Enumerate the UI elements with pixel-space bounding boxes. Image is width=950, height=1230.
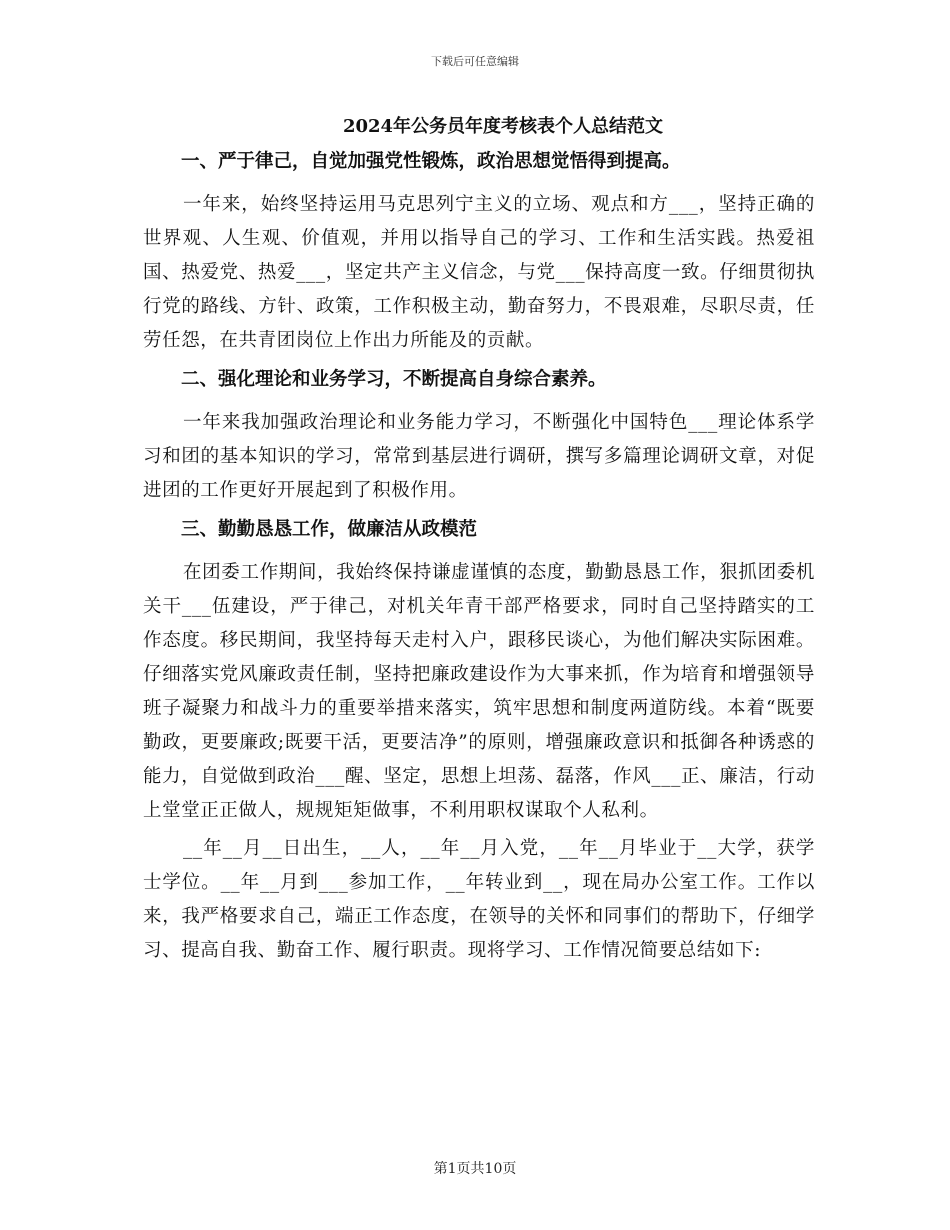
section-paragraph-2: 一年来我加强政治理论和业务能力学习，不断强化中国特色___理论体系学习和团的基本知识的学习，常常到基层进行调研，撰写多篇理论调研文章，对促进团的工作更好开展起到了积极作用。	[143, 412, 815, 501]
section-heading-2: 二、强化理论和业务学习，不断提高自身综合素养。	[181, 369, 607, 390]
section-heading-3: 三、勤勤恳恳工作，做廉洁从政模范	[181, 519, 478, 540]
document-body	[143, 112, 815, 972]
section-paragraph-3: 在团委工作期间，我始终保持谦虚谨慎的态度，勤勤恳恳工作，狠抓团委机关干___伍建设，严于律己，对机关年青干部严格要求，同时自己坚持踏实的工作态度。移民期间，我坚持每天走村入户，跟移民谈心，为他们解决实际困难。仔细落实党风廉政责任制，坚持把廉政建设作为大事来抓，作为培育和增强领导班子凝聚力和战斗力的重要举措来落实，筑牢思想和制度两道防线。本着“既要勤政，更要廉政;既要干活，更要洁净”的原则，增强廉政意识和抵御各种诱惑的能力，自觉做到政治___醒、坚定，思想上坦荡、磊落，作风___正、廉洁，行动上堂堂正正做人，规规矩矩做事，不利用职权谋取个人私利。	[143, 562, 815, 821]
page-footer: 第1页共10页	[433, 1161, 517, 1177]
section-heading-1: 一、严于律己，自觉加强党性锻炼，政治思想觉悟得到提高。	[181, 151, 681, 172]
section-paragraph-1: 一年来，始终坚持运用马克思列宁主义的立场、观点和方___，坚持正确的世界观、人生观、价值观，并用以指导自己的学习、工作和生活实践。热爱祖国、热爱党、热爱___，坚定共产主义信念，与党___保持高度一致。仔细贯彻执行党的路线、方针、政策，工作积极主动，勤奋努力，不畏艰难，尽职尽责，任劳任怨，在共青团岗位上作出力所能及的贡献。	[143, 194, 815, 351]
closing-paragraph: __年__月__日出生，__人，__年__月入党，__年__月毕业于__大学，获学士学位。__年__月到___参加工作，__年转业到__，现在局办公室工作。工作以来，我严格要求自己，端正工作态度，在领导的关怀和同事们的帮助下，仔细学习、提高自我、勤奋工作、履行职责。现将学习、工作情况简要总结如下:	[143, 838, 815, 961]
header-note: 下载后可任意编辑	[431, 55, 519, 68]
document-title: 2024年公务员年度考核表个人总结范文	[342, 116, 664, 137]
